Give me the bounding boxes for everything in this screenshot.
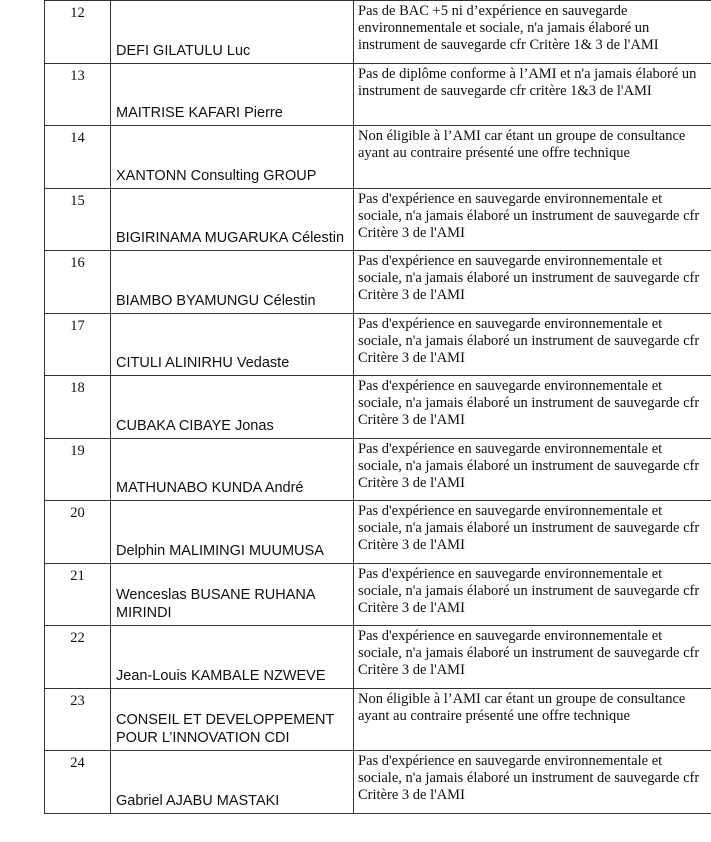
candidate-name: CITULI ALINIRHU Vedaste <box>116 355 290 371</box>
rejection-reason: Pas d'expérience en sauvegarde environnementale et sociale, n'a jamais élaboré un instrument de sauvegarde cfr Critère 3 de l'AMI <box>354 751 711 814</box>
rejection-reason: Pas d'expérience en sauvegarde environnementale et sociale, n'a jamais élaboré un instrument de sauvegarde cfr Critère 3 de l'AMI <box>354 313 711 376</box>
table-row <box>45 188 711 251</box>
rejection-reason: Pas d'expérience en sauvegarde environnementale et sociale, n'a jamais élaboré un instrument de sauvegarde cfr Critère 3 de l'AMI <box>354 501 711 564</box>
row-number: 22 <box>45 626 111 689</box>
row-number: 15 <box>45 188 111 251</box>
candidate-name-cell <box>111 1 354 64</box>
table-row <box>45 438 711 501</box>
candidate-name: BIAMBO BYAMUNGU Célestin <box>116 292 316 309</box>
candidate-name: Gabriel AJABU MASTAKI <box>116 792 280 809</box>
rejection-reason: Pas d'expérience en sauvegarde environnementale et sociale, n'a jamais élaboré un instrument de sauvegarde cfr Critère 3 de l'AMI <box>354 376 711 439</box>
evaluation-table-body <box>45 1 711 814</box>
row-number: 14 <box>45 126 111 189</box>
row-number: 16 <box>45 251 111 314</box>
rejection-reason: Pas d'expérience en sauvegarde environnementale et sociale, n'a jamais élaboré un instrument de sauvegarde cfr Critère 3 de l'AMI <box>354 251 711 314</box>
table-row <box>45 313 711 376</box>
rejection-reason: Non éligible à l’AMI car étant un groupe de consultance ayant au contraire présenté une offre technique <box>354 126 711 189</box>
candidate-name: MATHUNABO KUNDA André <box>116 480 304 496</box>
rejection-reason: Pas de BAC +5 ni d’expérience en sauvegarde environnementale et sociale, n'a jamais élaboré un instrument de sauvegarde cfr Critère 1& 3 de l'AMI <box>354 1 711 64</box>
row-number: 21 <box>45 563 111 626</box>
candidate-name-cell <box>111 313 354 376</box>
evaluation-table <box>44 0 711 814</box>
candidate-name-cell <box>111 126 354 189</box>
candidate-name-cell <box>111 563 354 626</box>
candidate-name: Wenceslas BUSANE RUHANA MIRINDI <box>116 587 315 621</box>
candidate-name-cell <box>111 188 354 251</box>
candidate-name: XANTONN Consulting GROUP <box>116 167 317 184</box>
row-number: 24 <box>45 751 111 814</box>
rejection-reason: Pas d'expérience en sauvegarde environnementale et sociale, n'a jamais élaboré un instrument de sauvegarde cfr Critère 3 de l'AMI <box>354 438 711 501</box>
candidate-name-cell <box>111 251 354 314</box>
table-row <box>45 63 711 126</box>
candidate-name-cell <box>111 626 354 689</box>
rejection-reason: Pas d'expérience en sauvegarde environnementale et sociale, n'a jamais élaboré un instrument de sauvegarde cfr Critère 3 de l'AMI <box>354 563 711 626</box>
table-row <box>45 126 711 189</box>
candidate-name: BIGIRINAMA MUGARUKA Célestin <box>116 230 345 246</box>
table-row <box>45 751 711 814</box>
table-row <box>45 376 711 439</box>
candidate-name-cell <box>111 376 354 439</box>
table-row <box>45 501 711 564</box>
row-number: 20 <box>45 501 111 564</box>
candidate-name-cell <box>111 63 354 126</box>
candidate-name: DEFI GILATULU Luc <box>116 42 251 59</box>
candidate-name: MAITRISE KAFARI Pierre <box>116 105 283 121</box>
candidate-name-cell <box>111 501 354 564</box>
table-row <box>45 626 711 689</box>
row-number: 17 <box>45 313 111 376</box>
candidate-name: Jean-Louis KAMBALE NZWEVE <box>116 667 326 684</box>
candidate-name: CUBAKA CIBAYE Jonas <box>116 417 274 434</box>
rejection-reason: Non éligible à l’AMI car étant un groupe de consultance ayant au contraire présenté une offre technique <box>354 688 711 751</box>
candidate-name: CONSEIL ET DEVELOPPEMENT POUR L’INNOVATION CDI <box>116 712 335 746</box>
candidate-name-cell <box>111 751 354 814</box>
row-number: 18 <box>45 376 111 439</box>
candidate-name-cell <box>111 688 354 751</box>
row-number: 23 <box>45 688 111 751</box>
candidate-name-cell <box>111 438 354 501</box>
candidate-name: Delphin MALIMINGI MUUMUSA <box>116 542 324 559</box>
row-number: 12 <box>45 1 111 64</box>
table-row <box>45 563 711 626</box>
table-row <box>45 688 711 751</box>
table-row <box>45 1 711 64</box>
rejection-reason: Pas d'expérience en sauvegarde environnementale et sociale, n'a jamais élaboré un instrument de sauvegarde cfr Critère 3 de l'AMI <box>354 188 711 251</box>
row-number: 13 <box>45 63 111 126</box>
rejection-reason: Pas de diplôme conforme à l’AMI et n'a jamais élaboré un instrument de sauvegarde cfr critère 1&3 de l'AMI <box>354 63 711 126</box>
table-row <box>45 251 711 314</box>
row-number: 19 <box>45 438 111 501</box>
rejection-reason: Pas d'expérience en sauvegarde environnementale et sociale, n'a jamais élaboré un instrument de sauvegarde cfr Critère 3 de l'AMI <box>354 626 711 689</box>
